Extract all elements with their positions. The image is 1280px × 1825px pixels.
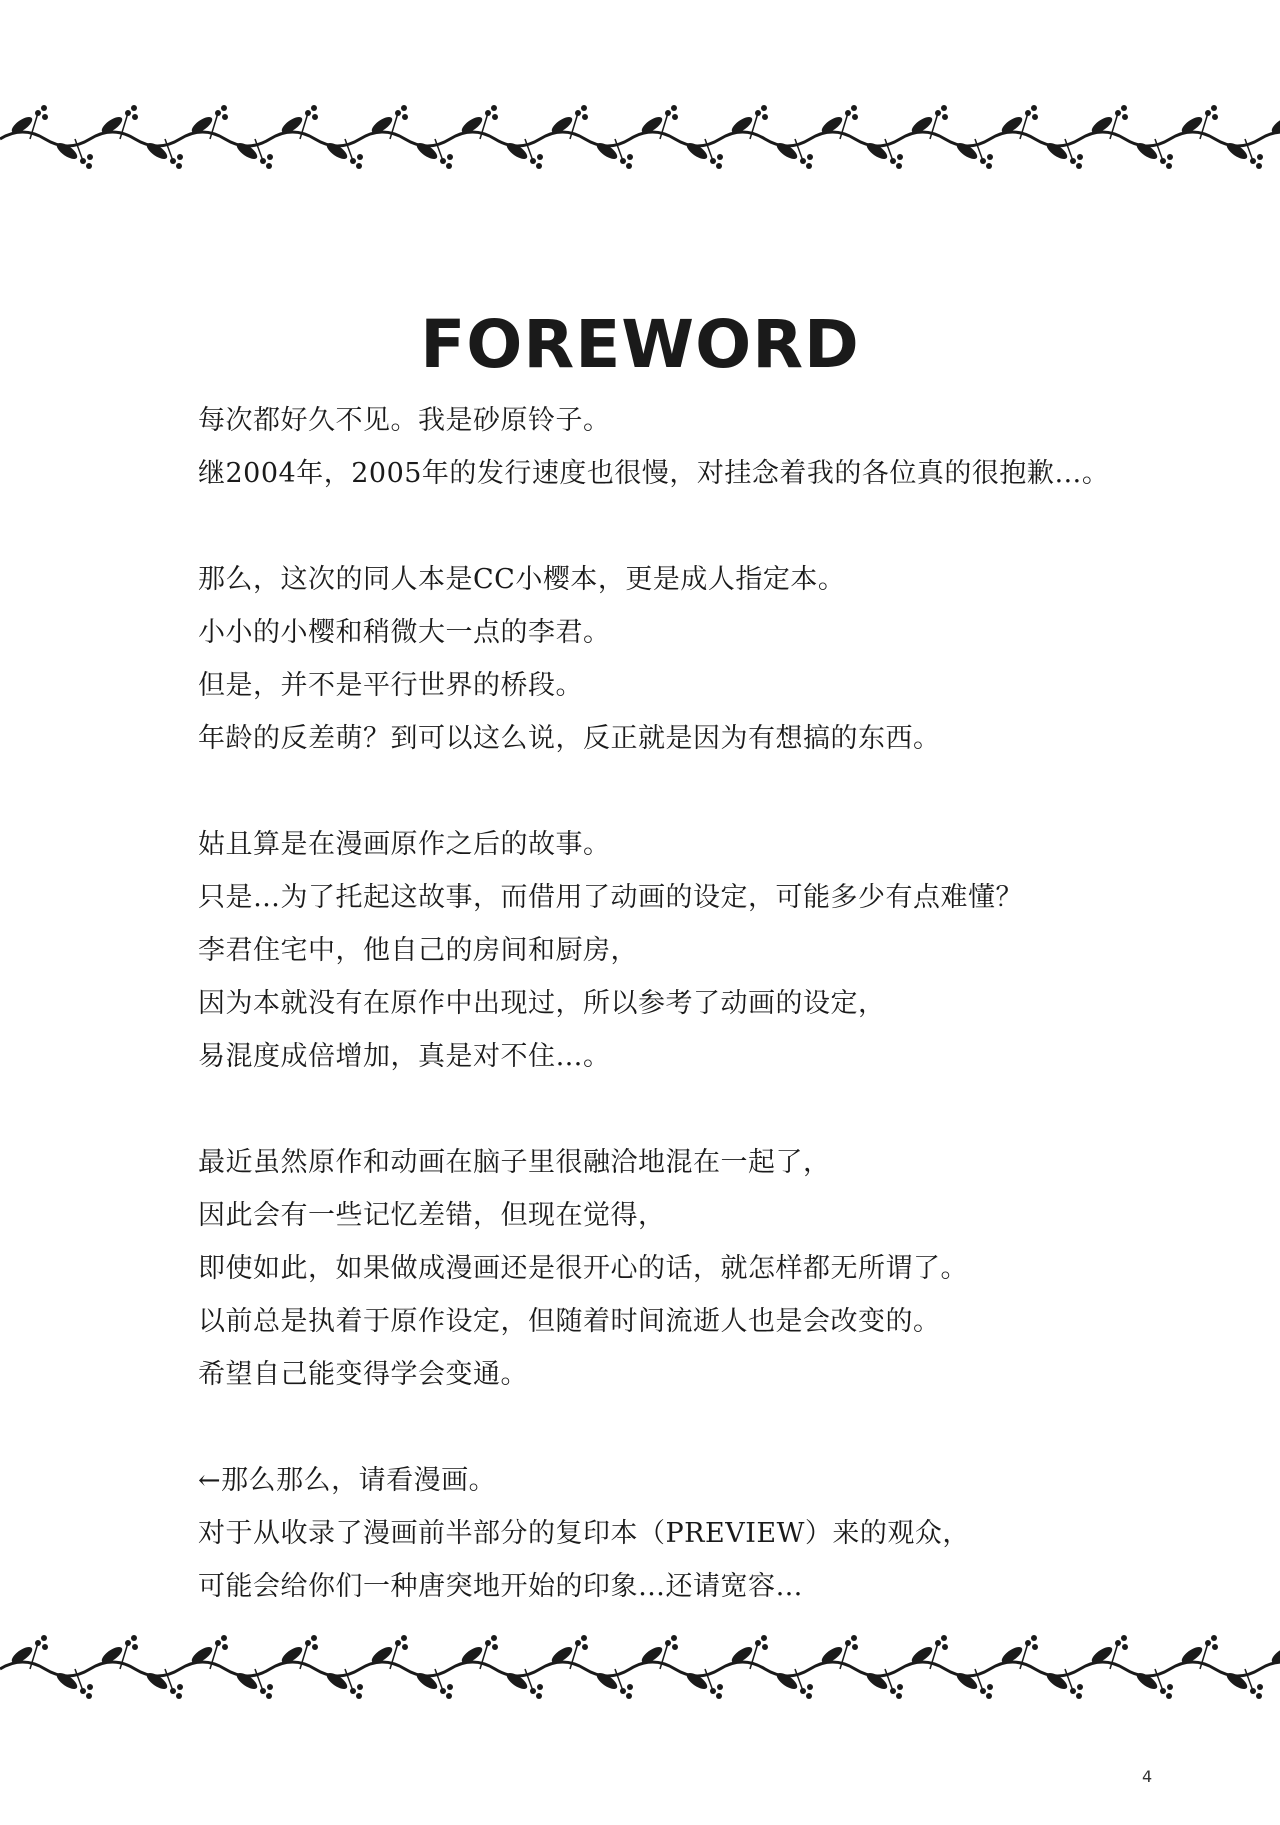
vine-berry (1166, 1693, 1172, 1699)
vine-berry (851, 105, 857, 111)
vine-berry (851, 1635, 857, 1641)
vine-berry (716, 1693, 722, 1699)
vine-berry (986, 1693, 992, 1699)
vine-berry (176, 163, 182, 169)
vine-berry (1212, 114, 1218, 120)
vine-berry (446, 1693, 452, 1699)
vine-berry (581, 105, 587, 111)
text-line: 小小的小樱和稍微大一点的李君。 (198, 617, 611, 648)
vine-berry (806, 1693, 812, 1699)
page-number: 4 (1142, 1767, 1153, 1786)
vine-berry (627, 1684, 633, 1690)
vine-berry (536, 163, 542, 169)
vine-berry (1211, 1635, 1217, 1641)
vine-berry (671, 105, 677, 111)
vine-berry (627, 154, 633, 160)
vine-berry (537, 154, 543, 160)
vine-berry (312, 1644, 318, 1650)
vine-berry (447, 1684, 453, 1690)
vine-berry (761, 1635, 767, 1641)
vine-berry (1121, 1635, 1127, 1641)
text-line: 以前总是执着于原作设定，但随着时间流逝人也是会改变的。 (198, 1306, 941, 1337)
vine-berry (267, 154, 273, 160)
vine-berry (177, 154, 183, 160)
vine-berry (266, 1693, 272, 1699)
vine-berry (1167, 1684, 1173, 1690)
vine-berry (1122, 1644, 1128, 1650)
text-line: ←那么那么，请看漫画。 (198, 1465, 497, 1496)
paragraph-gap (198, 500, 1198, 553)
paragraph-gap (198, 765, 1198, 818)
vine-berry (492, 1644, 498, 1650)
vine-berry (1031, 105, 1037, 111)
text-line: 继2004年，2005年的发行速度也很慢，对挂念着我的各位真的很抱歉…。 (198, 458, 1110, 489)
text-line: 可能会给你们一种唐突地开始的印象…还请宽容… (198, 1571, 803, 1602)
vine-berry (1077, 154, 1083, 160)
vine-berry (761, 105, 767, 111)
vine-berry (312, 114, 318, 120)
vine-berry (357, 1684, 363, 1690)
vine-berry (897, 154, 903, 160)
vine-berry (401, 105, 407, 111)
vine-berry (581, 1635, 587, 1641)
vine-berry (41, 1635, 47, 1641)
vine-berry (626, 163, 632, 169)
text-line: 对于从收录了漫画前半部分的复印本（PREVIEW）来的观众， (198, 1518, 970, 1549)
vine-berry (266, 163, 272, 169)
vine-berry (807, 154, 813, 160)
text-line: 但是，并不是平行世界的桥段。 (198, 670, 583, 701)
vine-berry (1076, 1693, 1082, 1699)
vine-berry (402, 114, 408, 120)
vine-berry (582, 114, 588, 120)
text-line: 只是…为了托起这故事，而借用了动画的设定，可能多少有点难懂？ (198, 882, 1023, 913)
vine-berry (941, 1635, 947, 1641)
vine-berry (447, 154, 453, 160)
vine-berry (87, 1684, 93, 1690)
vine-berry (86, 163, 92, 169)
vine-border-top (0, 95, 1280, 175)
vine-berry (942, 114, 948, 120)
vine-border-bottom (0, 1625, 1280, 1705)
vine-berry (716, 163, 722, 169)
vine-berry (1166, 163, 1172, 169)
vine-berry (1032, 1644, 1038, 1650)
text-line: 姑且算是在漫画原作之后的故事。 (198, 829, 611, 860)
vine-berry (762, 1644, 768, 1650)
vine-berry (491, 105, 497, 111)
vine-berry (672, 1644, 678, 1650)
vine-berry (446, 163, 452, 169)
vine-berry (356, 1693, 362, 1699)
vine-berry (356, 163, 362, 169)
text-line: 每次都好久不见。我是砂原铃子。 (198, 405, 611, 436)
vine-berry (807, 1684, 813, 1690)
vine-berry (806, 163, 812, 169)
vine-berry (717, 154, 723, 160)
vine-berry (536, 1693, 542, 1699)
text-line: 希望自己能变得学会变通。 (198, 1359, 528, 1390)
vine-berry (1257, 154, 1263, 160)
vine-berry (221, 105, 227, 111)
text-line: 李君住宅中，他自己的房间和厨房， (198, 935, 638, 966)
vine-berry (1031, 1635, 1037, 1641)
vine-berry (402, 1644, 408, 1650)
vine-berry (672, 114, 678, 120)
vine-berry (1032, 114, 1038, 120)
text-line: 那么，这次的同人本是CC小樱本，更是成人指定本。 (198, 564, 846, 595)
vine-berry (626, 1693, 632, 1699)
vine-berry (1121, 105, 1127, 111)
text-line: 易混度成倍增加，真是对不住…。 (198, 1041, 611, 1072)
vine-berry (896, 163, 902, 169)
vine-berry (41, 105, 47, 111)
vine-berry (852, 1644, 858, 1650)
vine-berry (1076, 163, 1082, 169)
vine-berry (176, 1693, 182, 1699)
vine-berry (582, 1644, 588, 1650)
vine-stem (0, 132, 1280, 146)
vine-berry (267, 1684, 273, 1690)
vine-berry (491, 1635, 497, 1641)
text-line: 最近虽然原作和动画在脑子里很融洽地混在一起了， (198, 1147, 831, 1178)
vine-berry (177, 1684, 183, 1690)
vine-berry (1256, 1693, 1262, 1699)
vine-berry (401, 1635, 407, 1641)
vine-berry (1212, 1644, 1218, 1650)
vine-berry (492, 114, 498, 120)
vine-berry (1211, 105, 1217, 111)
text-line: 因为本就没有在原作中出现过，所以参考了动画的设定， (198, 988, 886, 1019)
page-title: FOREWORD (420, 306, 860, 383)
vine-berry (222, 114, 228, 120)
vine-berry (1122, 114, 1128, 120)
vine-berry (86, 1693, 92, 1699)
vine-berry (311, 105, 317, 111)
vine-berry (132, 1644, 138, 1650)
vine-berry (222, 1644, 228, 1650)
vine-berry (357, 154, 363, 160)
vine-berry (1167, 154, 1173, 160)
vine-berry (221, 1635, 227, 1641)
text-line: 年龄的反差萌？到可以这么说，反正就是因为有想搞的东西。 (198, 723, 941, 754)
vine-berry (987, 1684, 993, 1690)
vine-berry (987, 154, 993, 160)
vine-berry (762, 114, 768, 120)
vine-berry (717, 1684, 723, 1690)
foreword-body (198, 394, 1198, 1613)
vine-berry (942, 1644, 948, 1650)
vine-stem (0, 1662, 1280, 1676)
vine-berry (896, 1693, 902, 1699)
vine-berry (1257, 1684, 1263, 1690)
vine-berry (42, 1644, 48, 1650)
vine-berry (1077, 1684, 1083, 1690)
vine-berry (131, 1635, 137, 1641)
vine-ornament-icon (0, 1625, 1280, 1705)
vine-berry (311, 1635, 317, 1641)
vine-berry (537, 1684, 543, 1690)
vine-berry (897, 1684, 903, 1690)
paragraph-gap (198, 1401, 1198, 1454)
text-line: 即使如此，如果做成漫画还是很开心的话，就怎样都无所谓了。 (198, 1253, 968, 1284)
vine-berry (852, 114, 858, 120)
vine-berry (132, 114, 138, 120)
vine-berry (986, 163, 992, 169)
vine-berry (42, 114, 48, 120)
vine-berry (671, 1635, 677, 1641)
text-line: 因此会有一些记忆差错，但现在觉得， (198, 1200, 666, 1231)
vine-berry (131, 105, 137, 111)
vine-berry (1256, 163, 1262, 169)
vine-berry (87, 154, 93, 160)
paragraph-gap (198, 1083, 1198, 1136)
vine-berry (941, 105, 947, 111)
vine-ornament-icon (0, 95, 1280, 175)
